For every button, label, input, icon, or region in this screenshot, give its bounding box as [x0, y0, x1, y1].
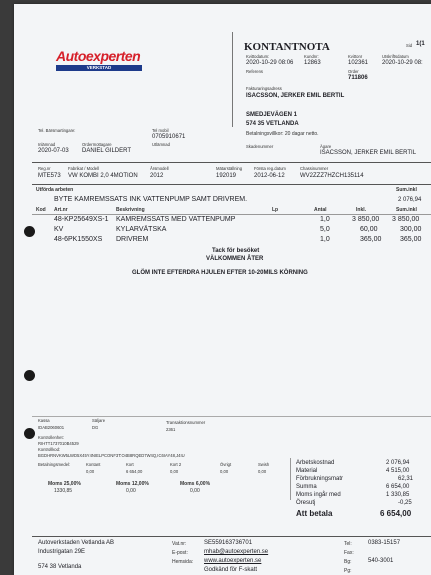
- bg-value: 540-3001: [368, 558, 394, 564]
- punch-hole-3: [24, 428, 35, 439]
- row-desc: KAMREMSSATS MED VATTENPUMP: [116, 216, 236, 223]
- total-label: Summa: [296, 484, 317, 490]
- page-label: Sid: [406, 43, 413, 48]
- thanks-line-2: VÄLKOMMEN ÅTER: [206, 256, 264, 262]
- vehicle-header: Första reg.datum: [254, 166, 286, 171]
- col-header-kod: Kod: [36, 207, 46, 213]
- tel-label: Tel:: [344, 541, 352, 547]
- row-code: 48-6PK1550XS: [54, 236, 103, 243]
- row-desc: KYLARVÄTSKA: [116, 226, 167, 233]
- payment-terms: Betalningsvillkor: 20 dagar netto.: [246, 131, 319, 137]
- vehicle-header: Chassinummer: [300, 166, 329, 171]
- order-label: Order: [348, 69, 359, 74]
- web-value[interactable]: www.autoexperten.se: [204, 558, 262, 564]
- logo-sub: VERKSTAD: [56, 65, 142, 71]
- bet-header-kontant: Kontant: [86, 462, 101, 467]
- agare-label: Ägare: [320, 144, 332, 149]
- total-value: 62,31: [398, 476, 414, 482]
- phone-label: Tel. Bärsmartingare:: [38, 128, 76, 133]
- kontrollkod-value: BGDHRNVKW5LWD5X45Y4NIELPCONF3T:O4B8RQED7W4Q,IC6IAY48,J4IU: [38, 453, 185, 458]
- total-value: 6 654,00: [386, 484, 410, 490]
- punch-hole-2: [24, 370, 35, 381]
- bet-header-swish: Swish: [258, 462, 270, 467]
- logo-brand: Autoexperten: [56, 48, 141, 64]
- bet-header-kort2: Kort 2: [170, 462, 182, 467]
- agare-value: ISACSSON, JERKER EMIL BERTIL: [320, 150, 417, 156]
- customer-street: SMEDJEVÄGEN 1: [246, 112, 298, 118]
- email-label: E-post:: [172, 550, 188, 556]
- footer-company: Autoverkstaden Vetlanda AB: [38, 540, 115, 546]
- utskrift-label: Utskriftsdatum: [382, 54, 409, 59]
- vehicle-value: 2012: [150, 173, 164, 179]
- col-header-lp: Lp: [272, 207, 279, 213]
- kvittonr-label: Kvittonr: [348, 54, 363, 59]
- bet-value-ovrigt: 0,00: [220, 469, 229, 474]
- bet-header-ovrigt: Övrigt: [220, 462, 232, 467]
- moms-25-label: Moms 25,00%: [48, 481, 81, 487]
- col-header-antal: Antal: [314, 207, 327, 213]
- vat-value: SE559163736701: [204, 540, 253, 546]
- row-desc: DRIVREM: [116, 236, 149, 243]
- ftax-text: Godkänd för F-skatt: [204, 567, 258, 573]
- vehicle-header: Årsmodell: [150, 166, 169, 171]
- kvitto-label: Kvittodatum:: [246, 54, 270, 59]
- company-logo: [56, 48, 142, 68]
- total-label: Arbetskostnad: [296, 460, 335, 466]
- kund-label: Kundnr:: [304, 54, 319, 59]
- vehicle-value: 192019: [216, 173, 237, 179]
- page-value: 1(1: [416, 41, 425, 47]
- kund-value: 12863: [304, 60, 321, 66]
- total-label: Moms ingår med: [296, 492, 341, 498]
- vehicle-value: VW KOMBI 2,0 4MOTION: [68, 173, 138, 179]
- row-sum: 365,00: [400, 236, 422, 243]
- total-label: Förbrukningsmatr: [296, 476, 344, 482]
- total-value: 2 076,94: [386, 460, 410, 466]
- col-header-sum: Sum.inkl: [396, 207, 417, 213]
- total-value: -0,25: [398, 500, 412, 506]
- vehicle-top-rule: [32, 162, 431, 163]
- col-header-beskrivning: Beskrivning: [116, 207, 145, 213]
- thanks-line-1: Tack för besöket: [212, 248, 260, 254]
- bet-value-kort2: 0,00: [170, 469, 179, 474]
- work-sum-label: Sum.inkl: [396, 187, 417, 193]
- col-header-inkl: Inkl.: [356, 207, 367, 213]
- kvittonr-value: 102361: [348, 60, 369, 66]
- inlamnad-value: 2020-07-03: [38, 148, 69, 154]
- fax-label: Fax:: [344, 550, 354, 556]
- row-qty: 1,0: [320, 216, 330, 223]
- kontroll-value: RIHTT1737010B4529: [38, 441, 79, 446]
- row-qty: 1,0: [320, 236, 330, 243]
- moms-6-label: Moms 6,00%: [180, 481, 211, 487]
- kassa-value: IDAB2060601: [38, 425, 65, 430]
- vehicle-header: Mätarställning: [216, 166, 243, 171]
- trans-label: Transaktionsnummer: [166, 420, 206, 425]
- kvitto-value: 2020-10-29 08:06: [246, 60, 294, 66]
- ordermottagare-value: DANIEL GILDERT: [82, 148, 132, 154]
- utlamnad-label: Utlämnad: [152, 142, 170, 147]
- moms-6-value: 0,00: [190, 488, 200, 494]
- work-title: BYTE KAMREMSSATS INK VATTENPUMP SAMT DRIVREM.: [54, 196, 248, 203]
- row-sum: 300,00: [400, 226, 422, 233]
- punch-hole-1: [24, 226, 35, 237]
- kassa-label: Kassa: [38, 418, 50, 423]
- footer-rule: [32, 536, 431, 537]
- work-title-sum: 2 076,94: [398, 197, 422, 203]
- utskrift-value: 2020-10-29 08:: [382, 60, 423, 66]
- col-header-artnr: Art.nr: [54, 207, 68, 213]
- vehicle-header: Fabrikat / Modell: [68, 166, 99, 171]
- row-qty: 5,0: [320, 226, 330, 233]
- tel-mobile-value: 0705910671: [152, 134, 186, 140]
- tel-mobile-label: Tel mobil: [152, 128, 169, 133]
- kontrollkod-label: Kontrollkod:: [38, 447, 61, 452]
- footer-street: Industrigatan 29E: [38, 549, 86, 555]
- pg-label: Pg:: [344, 568, 352, 574]
- vehicle-value: WV2ZZZ7HZCH135114: [300, 173, 364, 179]
- moms-25-value: 1330,85: [54, 488, 73, 494]
- bg-label: Bg:: [344, 559, 352, 565]
- skadenummer-label: Skadenummer: [246, 144, 274, 149]
- betalning-label: Betalningsmedel:: [38, 462, 71, 467]
- total-label: Material: [296, 468, 318, 474]
- vat-label: Vat.nr:: [172, 541, 187, 547]
- reminder-text: GLÖM INTE EFTERDRA HJULEN EFTER 10-20MILS KÖRNING: [132, 270, 308, 276]
- row-price: 60,00: [360, 226, 378, 233]
- work-section-label: Utförda arbeten: [36, 187, 74, 193]
- total-value: 1 330,85: [386, 492, 410, 498]
- referens-label: Referens: [246, 69, 263, 74]
- bet-value-kontant: 0,00: [86, 469, 95, 474]
- customer-name: ISACSSON, JERKER EMIL BERTIL: [246, 93, 345, 99]
- inlamnad-label: Inlämnad: [38, 142, 56, 147]
- moms-12-label: Moms 12,00%: [116, 481, 149, 487]
- work-header-rule: [32, 214, 431, 215]
- row-price: 365,00: [360, 236, 382, 243]
- row-code: 48-KP25649XS-1: [54, 216, 109, 223]
- total-value: 4 515,00: [386, 468, 410, 474]
- bet-value-swish: 0,00: [258, 469, 267, 474]
- att-betala-value: 6 654,00: [380, 509, 412, 518]
- bet-value-kort: 6 654,00: [126, 469, 143, 474]
- work-top-rule: [32, 184, 431, 185]
- customer-city: 574 35 VETLANDA: [246, 121, 299, 127]
- vehicle-header: Reg.nr: [38, 166, 51, 171]
- email-value[interactable]: mhab@autoexperten.se: [204, 549, 269, 555]
- vehicle-value: MTE573: [38, 173, 61, 179]
- doc-title: KONTANTNOTA: [244, 41, 330, 53]
- total-label: Öresutj: [296, 500, 316, 506]
- row-code: KV: [54, 226, 64, 233]
- kontroll-label: Kontrollenhet:: [38, 435, 64, 440]
- tel-value: 0383-15157: [368, 540, 401, 546]
- ordermottagare-label: Ordermottagare: [82, 142, 112, 147]
- payment-top-rule: [32, 416, 431, 417]
- receipt-paper: [14, 4, 431, 575]
- saljare-label: Säljare: [92, 418, 106, 423]
- saljare-value: DG: [92, 425, 99, 430]
- trans-value: 2361: [166, 427, 176, 432]
- order-value: 711806: [348, 75, 368, 81]
- footer-city: 574 38 Vetlanda: [38, 564, 82, 570]
- address-label: Fakturaringsadress: [246, 86, 282, 91]
- totals-divider: [290, 458, 291, 500]
- header-divider: [232, 32, 233, 127]
- vehicle-value: 2012-06-12: [254, 173, 285, 179]
- bet-header-kort: Kort: [126, 462, 134, 467]
- att-betala-label: Att betala: [296, 509, 333, 518]
- row-price: 3 850,00: [352, 216, 380, 223]
- row-sum: 3 850,00: [392, 216, 420, 223]
- moms-12-value: 0,00: [126, 488, 136, 494]
- web-label: Hemsida:: [172, 559, 194, 565]
